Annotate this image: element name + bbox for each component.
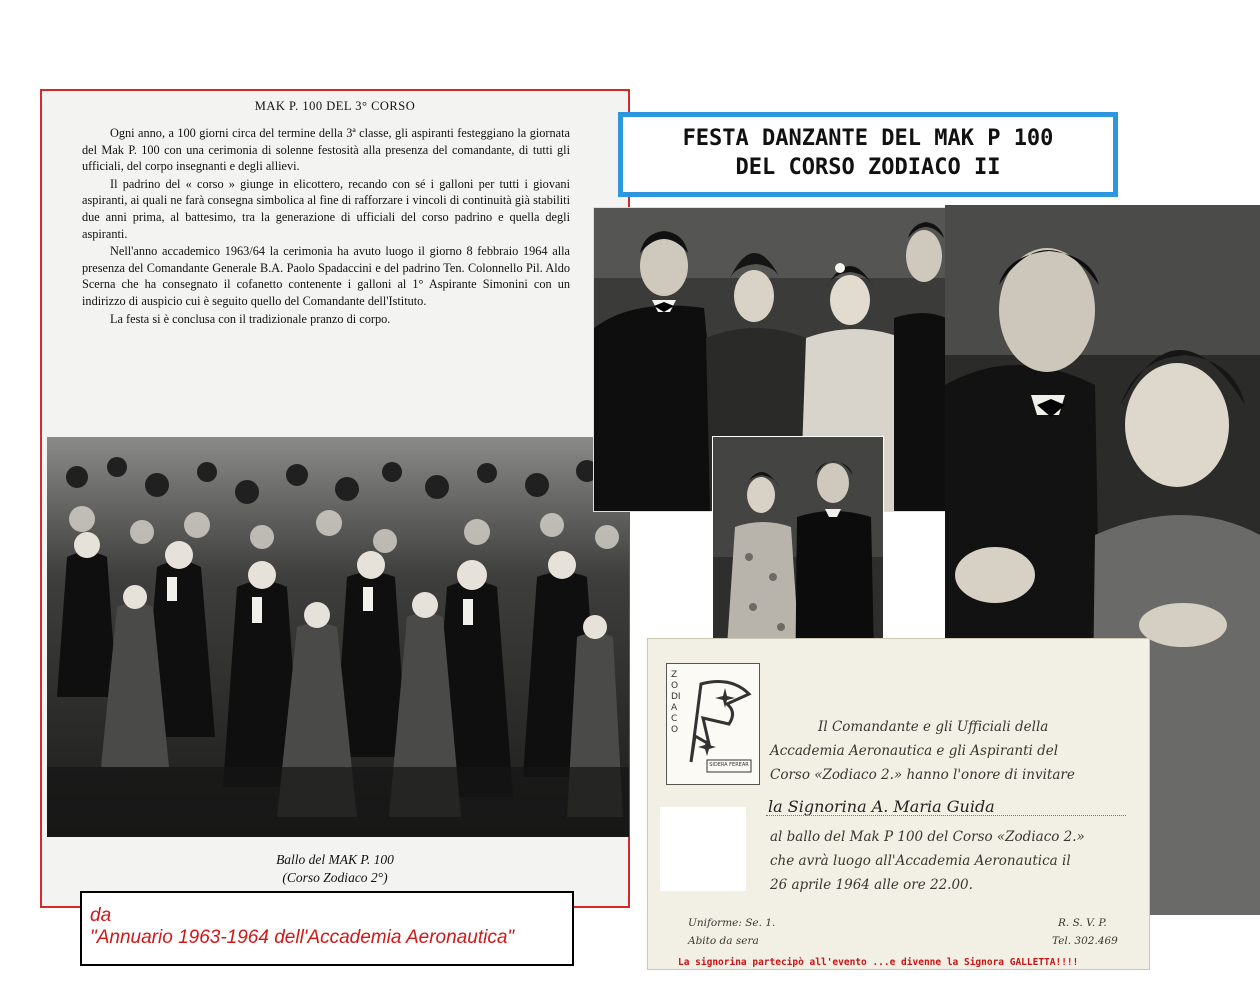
invitation-line: 26 aprile 1964 alle ore 22.00.: [770, 877, 973, 893]
event-title-line: FESTA DANZANTE DEL MAK P 100: [682, 126, 1054, 151]
redacted-area: [660, 807, 746, 891]
handwritten-note: La signorina partecipò all'evento ...e divenne la Signora GALLETTA!!!!: [678, 957, 1079, 968]
invitation-line: Corso «Zodiaco 2.» hanno l'onore di invitare: [770, 767, 1075, 783]
invitation-line: al ballo del Mak P 100 del Corso «Zodiaco 2.»: [770, 829, 1085, 845]
rsvp-label: R. S. V. P.: [1058, 917, 1107, 929]
event-title: [618, 112, 1118, 197]
invitation-line: Accademia Aeronautica e gli Aspiranti del: [770, 743, 1059, 759]
caption-line: (Corso Zodiaco 2°): [282, 870, 388, 885]
dress-label: Abito da sera: [688, 935, 759, 947]
yearbook-caption: [42, 851, 628, 887]
event-title-line: DEL CORSO ZODIACO II: [735, 155, 1001, 180]
yearbook-text: [82, 125, 570, 328]
source-title: "Annuario 1963-1964 dell'Accademia Aeronautica": [90, 927, 515, 948]
yearbook-paragraph: Il padrino del « corso » giunge in elicottero, recando con sé i galloni per tutti i giovani aspiranti, ai quali ne farà consegna simbolica al fine di rafforzare i vincoli di continuità già stabiliti due anni prima, al battesimo, tra la generazione di ufficiali del corso padrino e quella degli aspiranti.: [82, 176, 570, 241]
invitation-line: che avrà luogo all'Accademia Aeronautica il: [770, 853, 1071, 869]
yearbook-paragraph: Nell'anno accademico 1963/64 la cerimonia ha avuto luogo il giorno 8 febbraio 1964 alla presenza del Comandante Generale B.A. Paolo Spadaccini e del padrino Ten. Colonnello Pil. Aldo Scerna che ha consegnato il cofanetto contenente i galloni al 1° Aspirante Simonini con un indirizzo di auspicio cui è seguito quello del Comandante dell'Istituto.: [82, 244, 570, 308]
invitation-card: [647, 638, 1150, 970]
emblem-motto: SIDERA FEREAR: [709, 762, 749, 768]
dance-hall-photo: [47, 437, 629, 837]
source-note: [80, 891, 574, 966]
invitation-line: Il Comandante e gli Ufficiali della: [818, 719, 1049, 735]
yearbook-paragraph: Ogni anno, a 100 giorni circa del termine della 3ª classe, gli aspiranti festeggiano la giornata del Mak P. 100 con una cerimonia di solenne festosità alla presenza del comandante, di tutti gli ufficiali, del corpo insegnanti e degli allievi.: [82, 126, 570, 174]
caption-line: Ballo del MAK P. 100: [276, 852, 394, 867]
source-prefix: da: [90, 905, 112, 926]
yearbook-paragraph: La festa si è conclusa con il tradizionale pranzo di corpo.: [110, 311, 391, 326]
zodiaco-emblem: [666, 663, 760, 785]
guest-name-rule: [766, 815, 1126, 816]
uniform-label: Uniforme: Se. 1.: [688, 917, 776, 929]
guest-name: la Signorina A. Maria Guida: [768, 797, 995, 816]
yearbook-title: MAK P. 100 DEL 3° CORSO: [254, 99, 416, 113]
emblem-text: ZODIACO: [671, 670, 681, 735]
telephone-label: Tel. 302.469: [1052, 935, 1118, 947]
yearbook-page: [40, 89, 630, 908]
